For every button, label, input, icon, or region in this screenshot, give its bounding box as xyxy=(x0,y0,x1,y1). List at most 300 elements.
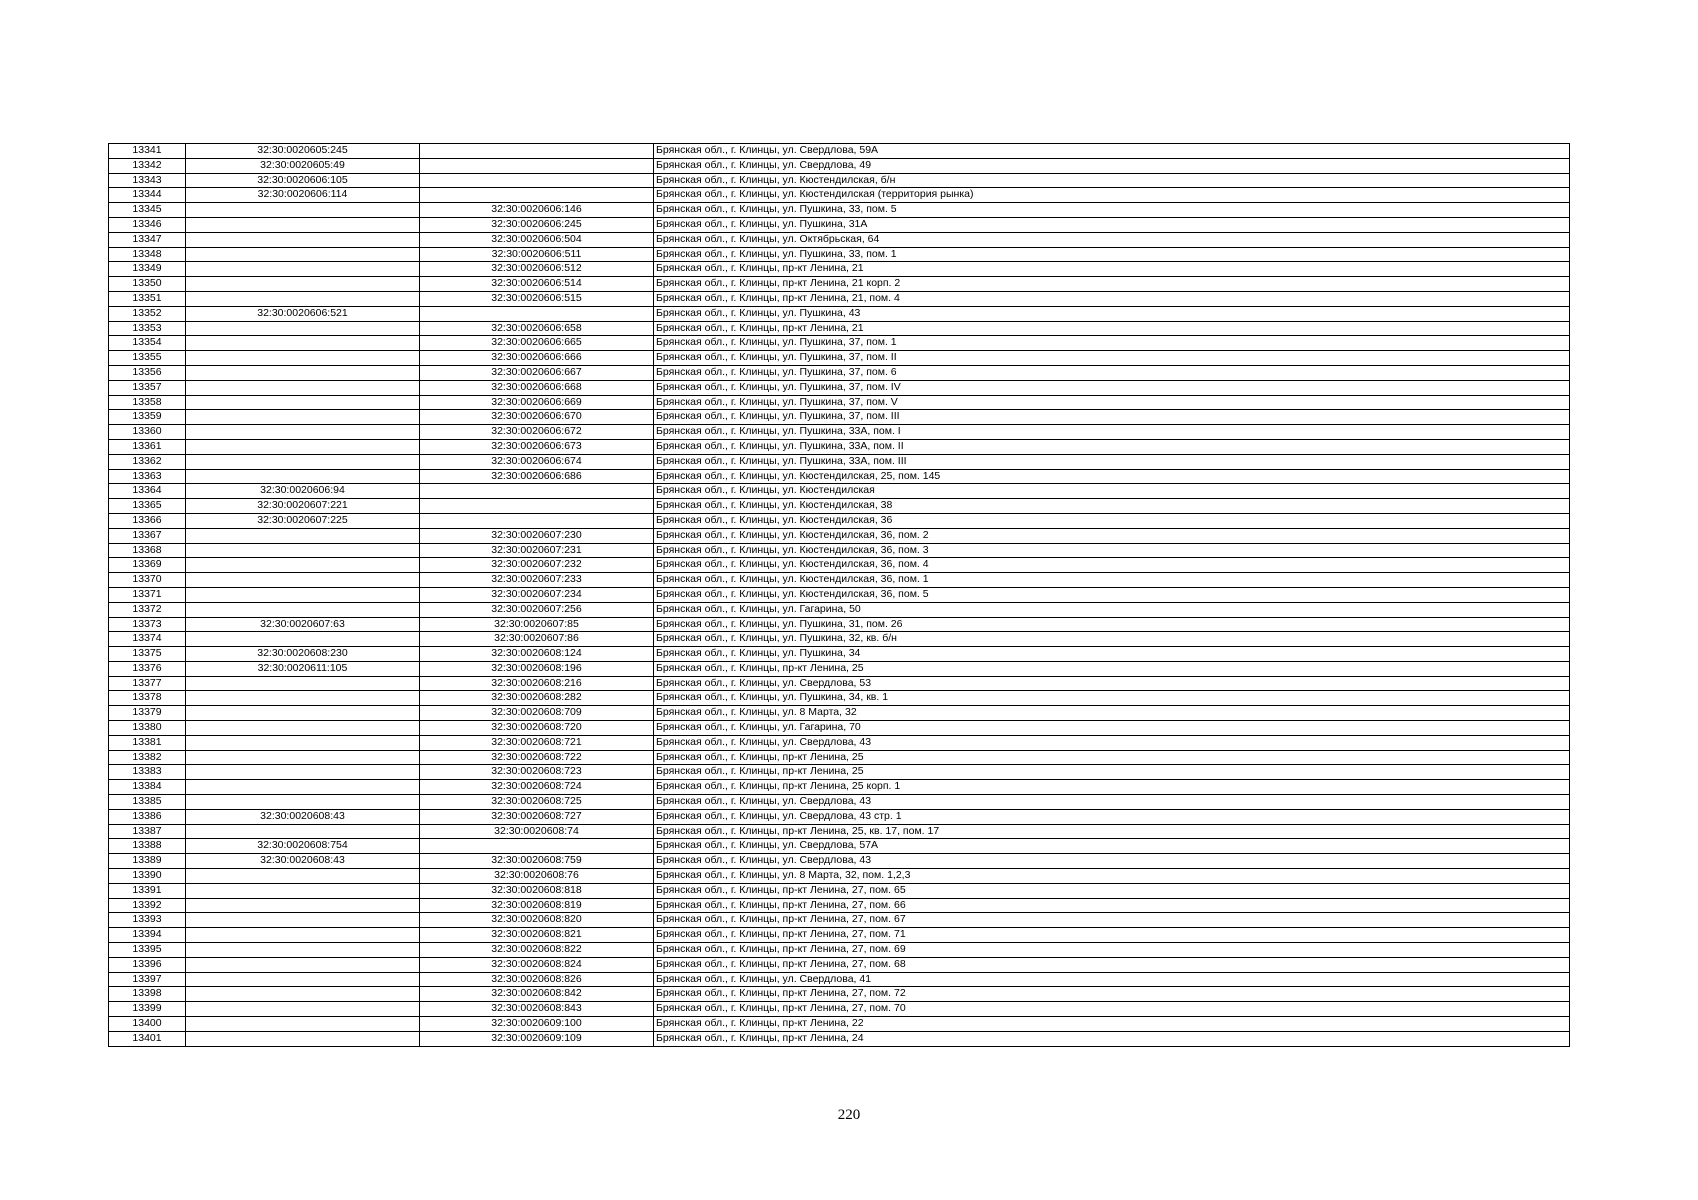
parcel-cadastral-number-cell: 32:30:0020608:230 xyxy=(186,647,420,662)
row-number-cell: 13390 xyxy=(109,869,186,884)
parcel-cadastral-number-cell xyxy=(186,528,420,543)
parcel-cadastral-number-cell: 32:30:0020606:105 xyxy=(186,173,420,188)
row-number-cell: 13380 xyxy=(109,721,186,736)
address-cell: Брянская обл., г. Клинцы, ул. Свердлова, 53 xyxy=(654,676,1570,691)
object-cadastral-number-cell: 32:30:0020608:818 xyxy=(420,883,654,898)
address-cell: Брянская обл., г. Клинцы, пр-кт Ленина, 21 xyxy=(654,321,1570,336)
table-row xyxy=(109,721,1570,736)
table-row xyxy=(109,380,1570,395)
object-cadastral-number-cell: 32:30:0020606:668 xyxy=(420,380,654,395)
object-cadastral-number-cell: 32:30:0020606:673 xyxy=(420,439,654,454)
address-cell: Брянская обл., г. Клинцы, ул. Кюстендилская, 38 xyxy=(654,499,1570,514)
object-cadastral-number-cell: 32:30:0020606:504 xyxy=(420,232,654,247)
address-cell: Брянская обл., г. Клинцы, ул. Пушкина, 37, пом. II xyxy=(654,351,1570,366)
address-cell: Брянская обл., г. Клинцы, ул. Свердлова, 49 xyxy=(654,158,1570,173)
object-cadastral-number-cell: 32:30:0020608:723 xyxy=(420,765,654,780)
parcel-cadastral-number-cell xyxy=(186,780,420,795)
table-row xyxy=(109,203,1570,218)
object-cadastral-number-cell: 32:30:0020606:515 xyxy=(420,291,654,306)
object-cadastral-number-cell: 32:30:0020608:826 xyxy=(420,972,654,987)
address-cell: Брянская обл., г. Клинцы, ул. Кюстендилская, 36, пом. 2 xyxy=(654,528,1570,543)
parcel-cadastral-number-cell xyxy=(186,824,420,839)
row-number-cell: 13344 xyxy=(109,188,186,203)
row-number-cell: 13382 xyxy=(109,750,186,765)
parcel-cadastral-number-cell xyxy=(186,321,420,336)
address-cell: Брянская обл., г. Клинцы, ул. 8 Марта, 32 xyxy=(654,706,1570,721)
address-cell: Брянская обл., г. Клинцы, ул. Свердлова, 43 xyxy=(654,854,1570,869)
parcel-cadastral-number-cell xyxy=(186,439,420,454)
address-cell: Брянская обл., г. Клинцы, ул. Октябрьская, 64 xyxy=(654,232,1570,247)
table-row xyxy=(109,913,1570,928)
address-cell: Брянская обл., г. Клинцы, пр-кт Ленина, 21, пом. 4 xyxy=(654,291,1570,306)
row-number-cell: 13350 xyxy=(109,277,186,292)
parcel-cadastral-number-cell xyxy=(186,1031,420,1046)
object-cadastral-number-cell: 32:30:0020608:74 xyxy=(420,824,654,839)
parcel-cadastral-number-cell xyxy=(186,706,420,721)
address-cell: Брянская обл., г. Клинцы, пр-кт Ленина, 25, кв. 17, пом. 17 xyxy=(654,824,1570,839)
row-number-cell: 13351 xyxy=(109,291,186,306)
row-number-cell: 13363 xyxy=(109,469,186,484)
parcel-cadastral-number-cell xyxy=(186,395,420,410)
parcel-cadastral-number-cell xyxy=(186,410,420,425)
address-cell: Брянская обл., г. Клинцы, ул. Пушкина, 33, пом. 5 xyxy=(654,203,1570,218)
address-cell: Брянская обл., г. Клинцы, ул. Пушкина, 31А xyxy=(654,217,1570,232)
address-cell: Брянская обл., г. Клинцы, ул. Пушкина, 37, пом. 1 xyxy=(654,336,1570,351)
object-cadastral-number-cell: 32:30:0020607:234 xyxy=(420,587,654,602)
row-number-cell: 13381 xyxy=(109,735,186,750)
address-cell: Брянская обл., г. Клинцы, пр-кт Ленина, 27, пом. 65 xyxy=(654,883,1570,898)
row-number-cell: 13375 xyxy=(109,647,186,662)
table-row xyxy=(109,528,1570,543)
row-number-cell: 13389 xyxy=(109,854,186,869)
table-row xyxy=(109,735,1570,750)
address-cell: Брянская обл., г. Клинцы, пр-кт Ленина, 25 xyxy=(654,750,1570,765)
address-cell: Брянская обл., г. Клинцы, ул. Кюстендилская, 36 xyxy=(654,513,1570,528)
parcel-cadastral-number-cell xyxy=(186,277,420,292)
table-row xyxy=(109,780,1570,795)
page-number: 220 xyxy=(837,1107,861,1123)
row-number-cell: 13341 xyxy=(109,144,186,159)
address-cell: Брянская обл., г. Клинцы, ул. Кюстендилская (территория рынка) xyxy=(654,188,1570,203)
table-row xyxy=(109,291,1570,306)
parcel-cadastral-number-cell xyxy=(186,573,420,588)
address-cell: Брянская обл., г. Клинцы, ул. Кюстендилская, б/н xyxy=(654,173,1570,188)
table-row xyxy=(109,425,1570,440)
table-row xyxy=(109,306,1570,321)
row-number-cell: 13388 xyxy=(109,839,186,854)
row-number-cell: 13349 xyxy=(109,262,186,277)
address-cell: Брянская обл., г. Клинцы, пр-кт Ленина, 25 xyxy=(654,661,1570,676)
table-row xyxy=(109,558,1570,573)
address-cell: Брянская обл., г. Клинцы, ул. Свердлова, 43 xyxy=(654,795,1570,810)
row-number-cell: 13377 xyxy=(109,676,186,691)
table-row xyxy=(109,795,1570,810)
parcel-cadastral-number-cell xyxy=(186,735,420,750)
row-number-cell: 13399 xyxy=(109,1002,186,1017)
parcel-cadastral-number-cell xyxy=(186,691,420,706)
table-row xyxy=(109,647,1570,662)
object-cadastral-number-cell xyxy=(420,144,654,159)
parcel-cadastral-number-cell xyxy=(186,676,420,691)
address-cell: Брянская обл., г. Клинцы, пр-кт Ленина, 27, пом. 67 xyxy=(654,913,1570,928)
address-cell: Брянская обл., г. Клинцы, ул. Пушкина, 33А, пом. III xyxy=(654,454,1570,469)
table-row xyxy=(109,454,1570,469)
parcel-cadastral-number-cell xyxy=(186,469,420,484)
row-number-cell: 13371 xyxy=(109,587,186,602)
address-cell: Брянская обл., г. Клинцы, ул. Пушкина, 34, кв. 1 xyxy=(654,691,1570,706)
address-cell: Брянская обл., г. Клинцы, пр-кт Ленина, 27, пом. 66 xyxy=(654,898,1570,913)
parcel-cadastral-number-cell: 32:30:0020608:43 xyxy=(186,854,420,869)
object-cadastral-number-cell: 32:30:0020608:843 xyxy=(420,1002,654,1017)
address-cell: Брянская обл., г. Клинцы, ул. Кюстендилская, 36, пом. 4 xyxy=(654,558,1570,573)
table-row xyxy=(109,410,1570,425)
object-cadastral-number-cell xyxy=(420,158,654,173)
object-cadastral-number-cell: 32:30:0020608:759 xyxy=(420,854,654,869)
parcel-cadastral-number-cell xyxy=(186,454,420,469)
object-cadastral-number-cell: 32:30:0020608:821 xyxy=(420,928,654,943)
row-number-cell: 13397 xyxy=(109,972,186,987)
table-row xyxy=(109,691,1570,706)
object-cadastral-number-cell: 32:30:0020608:819 xyxy=(420,898,654,913)
object-cadastral-number-cell: 32:30:0020608:709 xyxy=(420,706,654,721)
address-cell: Брянская обл., г. Клинцы, ул. Кюстендилская xyxy=(654,484,1570,499)
parcel-cadastral-number-cell xyxy=(186,247,420,262)
address-cell: Брянская обл., г. Клинцы, ул. Свердлова, 57А xyxy=(654,839,1570,854)
table-row xyxy=(109,543,1570,558)
registry-table xyxy=(108,143,1570,1047)
parcel-cadastral-number-cell xyxy=(186,365,420,380)
object-cadastral-number-cell: 32:30:0020608:720 xyxy=(420,721,654,736)
object-cadastral-number-cell: 32:30:0020609:100 xyxy=(420,1017,654,1032)
parcel-cadastral-number-cell: 32:30:0020611:105 xyxy=(186,661,420,676)
address-cell: Брянская обл., г. Клинцы, ул. Свердлова, 43 xyxy=(654,735,1570,750)
table-row xyxy=(109,217,1570,232)
address-cell: Брянская обл., г. Клинцы, пр-кт Ленина, 27, пом. 72 xyxy=(654,987,1570,1002)
row-number-cell: 13362 xyxy=(109,454,186,469)
parcel-cadastral-number-cell xyxy=(186,869,420,884)
address-cell: Брянская обл., г. Клинцы, пр-кт Ленина, 24 xyxy=(654,1031,1570,1046)
table-row xyxy=(109,336,1570,351)
address-cell: Брянская обл., г. Клинцы, пр-кт Ленина, 27, пом. 70 xyxy=(654,1002,1570,1017)
table-row xyxy=(109,247,1570,262)
address-cell: Брянская обл., г. Клинцы, ул. Свердлова, 59А xyxy=(654,144,1570,159)
table-row xyxy=(109,1031,1570,1046)
object-cadastral-number-cell xyxy=(420,839,654,854)
parcel-cadastral-number-cell xyxy=(186,957,420,972)
parcel-cadastral-number-cell xyxy=(186,232,420,247)
table-row xyxy=(109,262,1570,277)
parcel-cadastral-number-cell xyxy=(186,632,420,647)
table-row xyxy=(109,957,1570,972)
address-cell: Брянская обл., г. Клинцы, ул. Пушкина, 32, кв. б/н xyxy=(654,632,1570,647)
address-cell: Брянская обл., г. Клинцы, пр-кт Ленина, 27, пом. 69 xyxy=(654,943,1570,958)
object-cadastral-number-cell: 32:30:0020607:85 xyxy=(420,617,654,632)
table-row xyxy=(109,706,1570,721)
parcel-cadastral-number-cell xyxy=(186,721,420,736)
object-cadastral-number-cell: 32:30:0020606:245 xyxy=(420,217,654,232)
parcel-cadastral-number-cell xyxy=(186,217,420,232)
table-row xyxy=(109,661,1570,676)
row-number-cell: 13391 xyxy=(109,883,186,898)
table-row xyxy=(109,439,1570,454)
row-number-cell: 13352 xyxy=(109,306,186,321)
object-cadastral-number-cell: 32:30:0020606:146 xyxy=(420,203,654,218)
address-cell: Брянская обл., г. Клинцы, ул. Пушкина, 43 xyxy=(654,306,1570,321)
row-number-cell: 13393 xyxy=(109,913,186,928)
row-number-cell: 13360 xyxy=(109,425,186,440)
table-row xyxy=(109,351,1570,366)
row-number-cell: 13398 xyxy=(109,987,186,1002)
table-row xyxy=(109,617,1570,632)
registry-table-body xyxy=(109,144,1570,1047)
parcel-cadastral-number-cell: 32:30:0020607:63 xyxy=(186,617,420,632)
row-number-cell: 13357 xyxy=(109,380,186,395)
object-cadastral-number-cell: 32:30:0020606:672 xyxy=(420,425,654,440)
object-cadastral-number-cell: 32:30:0020608:722 xyxy=(420,750,654,765)
row-number-cell: 13368 xyxy=(109,543,186,558)
object-cadastral-number-cell: 32:30:0020606:658 xyxy=(420,321,654,336)
parcel-cadastral-number-cell xyxy=(186,351,420,366)
object-cadastral-number-cell xyxy=(420,513,654,528)
row-number-cell: 13369 xyxy=(109,558,186,573)
row-number-cell: 13374 xyxy=(109,632,186,647)
row-number-cell: 13367 xyxy=(109,528,186,543)
table-row xyxy=(109,144,1570,159)
parcel-cadastral-number-cell: 32:30:0020607:221 xyxy=(186,499,420,514)
table-row xyxy=(109,277,1570,292)
object-cadastral-number-cell: 32:30:0020606:667 xyxy=(420,365,654,380)
row-number-cell: 13396 xyxy=(109,957,186,972)
parcel-cadastral-number-cell xyxy=(186,913,420,928)
object-cadastral-number-cell: 32:30:0020608:282 xyxy=(420,691,654,706)
row-number-cell: 13353 xyxy=(109,321,186,336)
parcel-cadastral-number-cell xyxy=(186,883,420,898)
object-cadastral-number-cell: 32:30:0020608:76 xyxy=(420,869,654,884)
object-cadastral-number-cell: 32:30:0020607:232 xyxy=(420,558,654,573)
table-row xyxy=(109,632,1570,647)
address-cell: Брянская обл., г. Клинцы, ул. Пушкина, 33, пом. 1 xyxy=(654,247,1570,262)
parcel-cadastral-number-cell xyxy=(186,795,420,810)
address-cell: Брянская обл., г. Клинцы, пр-кт Ленина, 27, пом. 68 xyxy=(654,957,1570,972)
parcel-cadastral-number-cell xyxy=(186,898,420,913)
object-cadastral-number-cell: 32:30:0020608:842 xyxy=(420,987,654,1002)
row-number-cell: 13384 xyxy=(109,780,186,795)
address-cell: Брянская обл., г. Клинцы, пр-кт Ленина, 22 xyxy=(654,1017,1570,1032)
object-cadastral-number-cell: 32:30:0020608:725 xyxy=(420,795,654,810)
row-number-cell: 13387 xyxy=(109,824,186,839)
parcel-cadastral-number-cell xyxy=(186,1017,420,1032)
object-cadastral-number-cell: 32:30:0020606:674 xyxy=(420,454,654,469)
table-row xyxy=(109,321,1570,336)
row-number-cell: 13383 xyxy=(109,765,186,780)
object-cadastral-number-cell: 32:30:0020608:822 xyxy=(420,943,654,958)
parcel-cadastral-number-cell xyxy=(186,558,420,573)
row-number-cell: 13366 xyxy=(109,513,186,528)
object-cadastral-number-cell: 32:30:0020607:230 xyxy=(420,528,654,543)
row-number-cell: 13385 xyxy=(109,795,186,810)
object-cadastral-number-cell: 32:30:0020608:820 xyxy=(420,913,654,928)
row-number-cell: 13401 xyxy=(109,1031,186,1046)
address-cell: Брянская обл., г. Клинцы, ул. Пушкина, 31, пом. 26 xyxy=(654,617,1570,632)
table-row xyxy=(109,158,1570,173)
object-cadastral-number-cell: 32:30:0020606:670 xyxy=(420,410,654,425)
parcel-cadastral-number-cell: 32:30:0020605:49 xyxy=(186,158,420,173)
parcel-cadastral-number-cell xyxy=(186,425,420,440)
table-row xyxy=(109,365,1570,380)
table-row xyxy=(109,188,1570,203)
row-number-cell: 13354 xyxy=(109,336,186,351)
table-row xyxy=(109,499,1570,514)
row-number-cell: 13359 xyxy=(109,410,186,425)
parcel-cadastral-number-cell xyxy=(186,1002,420,1017)
table-row xyxy=(109,587,1570,602)
address-cell: Брянская обл., г. Клинцы, ул. Свердлова, 43 стр. 1 xyxy=(654,809,1570,824)
address-cell: Брянская обл., г. Клинцы, ул. Пушкина, 34 xyxy=(654,647,1570,662)
row-number-cell: 13379 xyxy=(109,706,186,721)
object-cadastral-number-cell: 32:30:0020608:216 xyxy=(420,676,654,691)
parcel-cadastral-number-cell: 32:30:0020606:94 xyxy=(186,484,420,499)
address-cell: Брянская обл., г. Клинцы, ул. Пушкина, 33А, пом. I xyxy=(654,425,1570,440)
object-cadastral-number-cell: 32:30:0020607:86 xyxy=(420,632,654,647)
object-cadastral-number-cell: 32:30:0020608:824 xyxy=(420,957,654,972)
parcel-cadastral-number-cell: 32:30:0020608:43 xyxy=(186,809,420,824)
object-cadastral-number-cell: 32:30:0020607:233 xyxy=(420,573,654,588)
row-number-cell: 13358 xyxy=(109,395,186,410)
parcel-cadastral-number-cell xyxy=(186,203,420,218)
object-cadastral-number-cell: 32:30:0020608:724 xyxy=(420,780,654,795)
parcel-cadastral-number-cell xyxy=(186,602,420,617)
address-cell: Брянская обл., г. Клинцы, пр-кт Ленина, 25 xyxy=(654,765,1570,780)
row-number-cell: 13370 xyxy=(109,573,186,588)
address-cell: Брянская обл., г. Клинцы, ул. Кюстендилская, 25, пом. 145 xyxy=(654,469,1570,484)
row-number-cell: 13356 xyxy=(109,365,186,380)
address-cell: Брянская обл., г. Клинцы, ул. Кюстендилская, 36, пом. 1 xyxy=(654,573,1570,588)
parcel-cadastral-number-cell xyxy=(186,943,420,958)
table-row xyxy=(109,898,1570,913)
object-cadastral-number-cell: 32:30:0020606:686 xyxy=(420,469,654,484)
row-number-cell: 13376 xyxy=(109,661,186,676)
object-cadastral-number-cell: 32:30:0020606:665 xyxy=(420,336,654,351)
address-cell: Брянская обл., г. Клинцы, пр-кт Ленина, 27, пом. 71 xyxy=(654,928,1570,943)
row-number-cell: 13364 xyxy=(109,484,186,499)
table-row xyxy=(109,513,1570,528)
object-cadastral-number-cell: 32:30:0020606:669 xyxy=(420,395,654,410)
table-row xyxy=(109,1002,1570,1017)
table-row xyxy=(109,602,1570,617)
table-row xyxy=(109,750,1570,765)
row-number-cell: 13355 xyxy=(109,351,186,366)
table-row xyxy=(109,765,1570,780)
parcel-cadastral-number-cell xyxy=(186,928,420,943)
parcel-cadastral-number-cell xyxy=(186,543,420,558)
table-row xyxy=(109,1017,1570,1032)
object-cadastral-number-cell xyxy=(420,306,654,321)
table-row xyxy=(109,573,1570,588)
object-cadastral-number-cell: 32:30:0020608:124 xyxy=(420,647,654,662)
address-cell: Брянская обл., г. Клинцы, ул. Пушкина, 37, пом. III xyxy=(654,410,1570,425)
address-cell: Брянская обл., г. Клинцы, ул. Гагарина, 50 xyxy=(654,602,1570,617)
parcel-cadastral-number-cell xyxy=(186,380,420,395)
object-cadastral-number-cell: 32:30:0020608:721 xyxy=(420,735,654,750)
address-cell: Брянская обл., г. Клинцы, пр-кт Ленина, 21 корп. 2 xyxy=(654,277,1570,292)
object-cadastral-number-cell: 32:30:0020607:256 xyxy=(420,602,654,617)
table-row xyxy=(109,854,1570,869)
row-number-cell: 13365 xyxy=(109,499,186,514)
row-number-cell: 13372 xyxy=(109,602,186,617)
object-cadastral-number-cell: 32:30:0020607:231 xyxy=(420,543,654,558)
address-cell: Брянская обл., г. Клинцы, ул. Кюстендилская, 36, пом. 3 xyxy=(654,543,1570,558)
row-number-cell: 13394 xyxy=(109,928,186,943)
object-cadastral-number-cell xyxy=(420,484,654,499)
address-cell: Брянская обл., г. Клинцы, ул. Пушкина, 37, пом. IV xyxy=(654,380,1570,395)
parcel-cadastral-number-cell: 32:30:0020606:114 xyxy=(186,188,420,203)
row-number-cell: 13342 xyxy=(109,158,186,173)
row-number-cell: 13395 xyxy=(109,943,186,958)
object-cadastral-number-cell: 32:30:0020606:514 xyxy=(420,277,654,292)
table-row xyxy=(109,943,1570,958)
address-cell: Брянская обл., г. Клинцы, ул. Кюстендилская, 36, пом. 5 xyxy=(654,587,1570,602)
table-row xyxy=(109,972,1570,987)
object-cadastral-number-cell: 32:30:0020606:511 xyxy=(420,247,654,262)
row-number-cell: 13386 xyxy=(109,809,186,824)
object-cadastral-number-cell: 32:30:0020606:512 xyxy=(420,262,654,277)
object-cadastral-number-cell xyxy=(420,173,654,188)
address-cell: Брянская обл., г. Клинцы, ул. Свердлова, 41 xyxy=(654,972,1570,987)
address-cell: Брянская обл., г. Клинцы, пр-кт Ленина, 25 корп. 1 xyxy=(654,780,1570,795)
row-number-cell: 13400 xyxy=(109,1017,186,1032)
row-number-cell: 13373 xyxy=(109,617,186,632)
row-number-cell: 13345 xyxy=(109,203,186,218)
parcel-cadastral-number-cell xyxy=(186,587,420,602)
parcel-cadastral-number-cell xyxy=(186,765,420,780)
object-cadastral-number-cell: 32:30:0020608:727 xyxy=(420,809,654,824)
parcel-cadastral-number-cell xyxy=(186,750,420,765)
address-cell: Брянская обл., г. Клинцы, ул. Гагарина, 70 xyxy=(654,721,1570,736)
table-row xyxy=(109,676,1570,691)
parcel-cadastral-number-cell xyxy=(186,336,420,351)
table-row xyxy=(109,469,1570,484)
object-cadastral-number-cell xyxy=(420,188,654,203)
parcel-cadastral-number-cell xyxy=(186,291,420,306)
table-row xyxy=(109,987,1570,1002)
object-cadastral-number-cell xyxy=(420,499,654,514)
table-row xyxy=(109,809,1570,824)
row-number-cell: 13343 xyxy=(109,173,186,188)
table-row xyxy=(109,883,1570,898)
table-row xyxy=(109,232,1570,247)
address-cell: Брянская обл., г. Клинцы, ул. 8 Марта, 32, пом. 1,2,3 xyxy=(654,869,1570,884)
parcel-cadastral-number-cell xyxy=(186,262,420,277)
table-row xyxy=(109,395,1570,410)
parcel-cadastral-number-cell: 32:30:0020608:754 xyxy=(186,839,420,854)
object-cadastral-number-cell: 32:30:0020606:666 xyxy=(420,351,654,366)
object-cadastral-number-cell: 32:30:0020609:109 xyxy=(420,1031,654,1046)
row-number-cell: 13346 xyxy=(109,217,186,232)
row-number-cell: 13347 xyxy=(109,232,186,247)
row-number-cell: 13348 xyxy=(109,247,186,262)
table-row xyxy=(109,484,1570,499)
parcel-cadastral-number-cell xyxy=(186,972,420,987)
address-cell: Брянская обл., г. Клинцы, ул. Пушкина, 37, пом. V xyxy=(654,395,1570,410)
table-row xyxy=(109,928,1570,943)
parcel-cadastral-number-cell: 32:30:0020605:245 xyxy=(186,144,420,159)
parcel-cadastral-number-cell xyxy=(186,987,420,1002)
table-row xyxy=(109,173,1570,188)
table-row xyxy=(109,824,1570,839)
address-cell: Брянская обл., г. Клинцы, ул. Пушкина, 33А, пом. II xyxy=(654,439,1570,454)
row-number-cell: 13361 xyxy=(109,439,186,454)
object-cadastral-number-cell: 32:30:0020608:196 xyxy=(420,661,654,676)
